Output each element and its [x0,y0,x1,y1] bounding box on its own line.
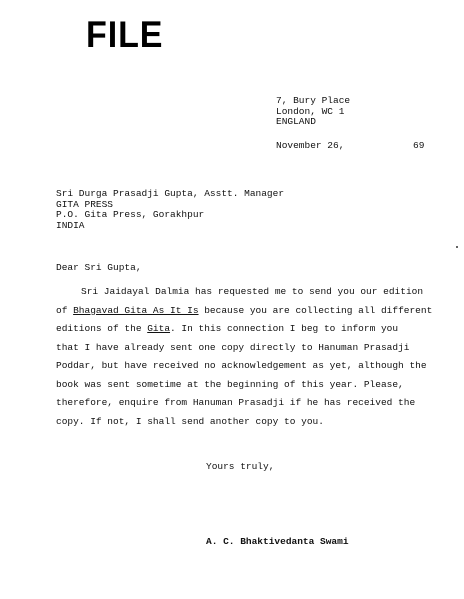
body-text-segment: editions of the [56,323,148,334]
body-line [56,320,436,339]
scan-speck [456,246,458,248]
recipient-address [56,189,284,231]
recipient-line: P.O. Gita Press, Gorakhpur [56,209,205,220]
date-month-day: November 26, [276,140,345,151]
recipient-line: GITA PRESS [56,198,114,210]
sender-address-line: London, WC 1 [276,105,345,117]
letter-date [276,140,426,151]
body-text-segment: of [56,304,74,316]
book-title: Gita [147,323,171,334]
recipient-line: Sri Durga Prasadji Gupta, Asstt. Manager [56,188,285,199]
body-line: book was sent sometime at the beginning of this year. Please, [56,378,404,390]
body-line: Poddar, but have received no acknowledgement as yet, although the [56,360,427,371]
body-text-segment: . In this connection I beg to inform you [170,323,399,334]
body-line: Sri Jaidayal Dalmia has requested me to send you our edition [81,286,424,297]
sender-address-line: 7, Bury Place [276,95,351,106]
body-line: that I have already sent one copy directly to Hanuman Prasadji [56,341,410,353]
signature-name: A. C. Bhaktivedanta Swami [206,536,349,547]
date-year: 69 [413,140,425,151]
body-line: copy. If not, I shall send another copy to you. [56,415,324,427]
salutation: Dear Sri Gupta, [56,262,142,273]
book-title: Bhagavad Gita As It Is [73,304,199,316]
letter-body [56,283,436,431]
closing: Yours truly, [206,461,275,472]
body-line: therefore, enquire from Hanuman Prasadji if he has received the [56,397,416,408]
sender-address-line: ENGLAND [276,116,316,127]
file-stamp: FILE [86,14,164,55]
body-text-segment: because you are collecting all different [198,304,433,316]
recipient-line: INDIA [56,219,85,231]
sender-address [276,96,350,128]
body-line [56,302,436,321]
